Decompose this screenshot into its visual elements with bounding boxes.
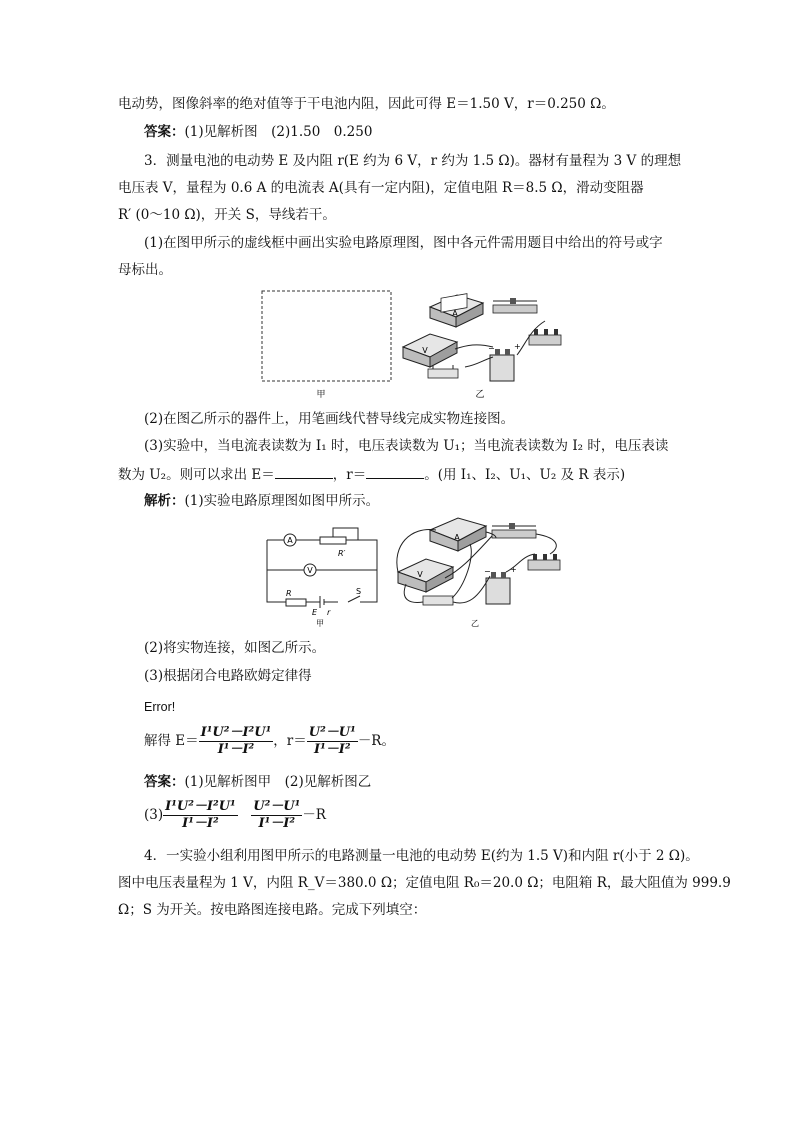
answer-label: 答案： bbox=[144, 774, 185, 790]
schematic-V: V bbox=[307, 566, 313, 575]
svg-text:+: + bbox=[510, 565, 517, 574]
answer-3: 答案：(1)见解析图甲 (2)见解析图乙 bbox=[144, 774, 372, 790]
battery-device bbox=[488, 342, 521, 381]
question-3-part-3a: (3)实验中，当电流表读数为 I₁ 时，电压表读数为 U₁；当电流表读数为 I₂ 时，电压表读 bbox=[144, 438, 669, 454]
schematic-R: R bbox=[286, 589, 292, 598]
question-3-line-1: 3．测量电池的电动势 E 及内阻 r(E 约为 6 V，r 约为 1.5 Ω)。器材有量程为 3 V 的理想 bbox=[144, 153, 682, 169]
schematic-S: S bbox=[356, 587, 362, 596]
solution-part-3: (3)根据闭合电路欧姆定律得 bbox=[144, 668, 312, 684]
solution-part-1: 解析：(1)实验电路原理图如图甲所示。 bbox=[144, 493, 380, 509]
question-4-line-2: 图中电压表量程为 1 V，内阻 R_V＝380.0 Ω；定值电阻 R₀＝20.0 Ω；电阻箱 R，最大阻值为 999.9 bbox=[118, 875, 731, 891]
figure-label-jia: 甲 bbox=[316, 390, 326, 400]
blank-E[interactable] bbox=[275, 464, 333, 479]
solution-label: 解析： bbox=[144, 493, 185, 509]
question-3-part-1b: 母标出。 bbox=[118, 262, 172, 278]
answer-text: (1)见解析图 (2)1.50 0.250 bbox=[184, 124, 373, 140]
question-3-part-3b: 数为 U₂。则可以求出 E＝ ，r＝ 。(用 I₁、I₂、U₁、U₂ 及 R 表示) bbox=[118, 464, 625, 485]
wired-apparatus bbox=[397, 518, 560, 605]
figure-2-label-jia: 甲 bbox=[316, 619, 324, 628]
solution-formula: 解得 E＝ $\frac{\text{I¹U²－I²U¹}}{\text{I¹－I²}}$ ，r＝ $\frac{\text{U²－U¹}}{\text{I¹－I²}}$ －R。 bbox=[144, 725, 395, 757]
figure-label-yi: 乙 bbox=[475, 390, 485, 400]
answer-3-formula: (3) $\frac{\text{I¹U²－I²U¹}}{\text{I¹－I²}}$ $\frac{\text{U²－U¹}}{\text{I¹－I²}}$ －R bbox=[144, 799, 326, 831]
figure-2-label-yi: 乙 bbox=[471, 619, 479, 628]
apparatus-A: A bbox=[454, 533, 460, 542]
answer-label: 答案： bbox=[144, 124, 185, 140]
answer-1 bbox=[144, 122, 372, 142]
fraction-E: $\frac{\text{I¹U²－I²U¹}}{\text{I¹－I²}}$ bbox=[200, 725, 272, 757]
battery-minus: − bbox=[488, 344, 495, 353]
figure-2 bbox=[260, 516, 580, 628]
fraction-r: $\frac{\text{U²－U¹}}{\text{I¹－I²}}$ bbox=[308, 725, 356, 757]
schematic-A: A bbox=[287, 536, 293, 545]
rheostat-device bbox=[493, 298, 537, 313]
question-4-line-1: 4．一实验小组利用图甲所示的电路测量一电池的电动势 E(约为 1.5 V)和内阻 r(小于 2 Ω)。 bbox=[144, 848, 699, 864]
apparatus-V: V bbox=[417, 570, 423, 579]
solution-part-2: (2)将实物连接，如图乙所示。 bbox=[144, 640, 326, 656]
ammeter-label: A bbox=[452, 309, 458, 318]
dashed-frame bbox=[262, 291, 391, 381]
schematic-Rp: R′ bbox=[338, 549, 346, 558]
voltmeter-label: V bbox=[422, 346, 428, 355]
schematic-E: E bbox=[312, 608, 318, 617]
battery-plus: + bbox=[514, 342, 521, 351]
question-3-part-1a: (1)在图甲所示的虚线框中画出实验电路原理图，图中各元件需用题目中给出的符号或字 bbox=[144, 235, 663, 251]
fraction-E-answer: $\frac{\text{I¹U²－I²U¹}}{\text{I¹－I²}}$ bbox=[165, 799, 236, 831]
blank-r[interactable] bbox=[366, 464, 424, 479]
figure-1 bbox=[255, 285, 575, 403]
question-3-line-3: R′ (0～10 Ω)，开关 S，导线若干。 bbox=[118, 207, 336, 223]
fraction-r-answer: $\frac{\text{U²－U¹}}{\text{I¹－I²}}$ bbox=[253, 799, 301, 831]
question-4-line-3: Ω；S 为开关。按电路图连接电路。完成下列填空： bbox=[118, 902, 427, 918]
voltmeter-device bbox=[403, 334, 457, 367]
resistor-device bbox=[428, 365, 458, 378]
switch-device bbox=[529, 329, 561, 345]
schematic-r: r bbox=[327, 608, 331, 617]
error-text: Error! bbox=[144, 700, 176, 714]
svg-text:−: − bbox=[484, 567, 491, 576]
circuit-diagram bbox=[267, 528, 377, 608]
question-3-part-2: (2)在图乙所示的器件上，用笔画线代替导线完成实物连接图。 bbox=[144, 411, 515, 427]
question-3-line-2: 电压表 V，量程为 0.6 A 的电流表 A(具有一定内阻)，定值电阻 R＝8.5 Ω，滑动变阻器 bbox=[118, 180, 644, 196]
ammeter-device bbox=[430, 294, 483, 327]
text-line: 电动势，图像斜率的绝对值等于干电池内阻，因此可得 E＝1.50 V，r＝0.250 Ω。 bbox=[118, 96, 615, 112]
